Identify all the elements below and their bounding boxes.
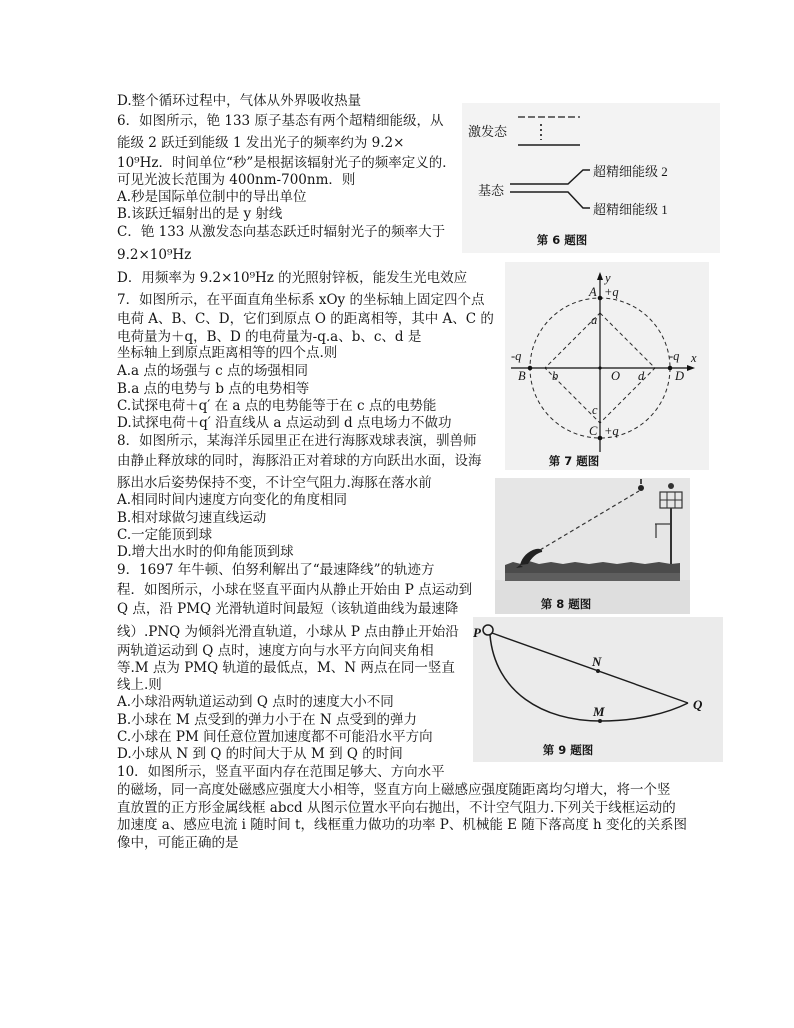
- q8-option-c: C.一定能顶到球: [117, 527, 213, 543]
- q10-stem-line: 的磁场，同一高度处磁感应强度大小相等，竖直方向上磁感应强度随距离均匀增大，将一个竖: [117, 782, 671, 798]
- q9-stem-line: 线上.则: [117, 677, 162, 693]
- charge-B-label: B: [518, 369, 526, 383]
- brachistochrone-diagram: [473, 617, 723, 762]
- ball-at-P-icon: [483, 625, 493, 635]
- q7-stem-line: 电荷量为＋q，B、D 的电荷量为-q.a、b、c、d 是: [117, 329, 422, 345]
- q9-stem-line: 9．1697 年牛顿、伯努利解出了“最速降线”的轨迹方: [117, 562, 435, 578]
- q6-option-a: A.秒是国际单位制中的导出单位: [117, 189, 307, 205]
- figure-8-dolphin: [495, 478, 690, 614]
- q8-stem-line: 8．如图所示，某海洋乐园里正在进行海豚戏球表演，驯兽师: [117, 433, 477, 449]
- point-P-label: P: [473, 625, 481, 640]
- q10-stem-line: 像中，可能正确的是: [117, 835, 239, 851]
- energy-level-diagram: [462, 103, 720, 253]
- q6-option-c: C．铯 133 从激发态向基态跃迁时辐射光子的频率大于: [117, 224, 446, 240]
- charge-point-b-left: [528, 366, 533, 371]
- charge-B-value: -q: [511, 349, 522, 363]
- q6-stem-line: 能级 2 跃迁到能级 1 发出光子的频率约为 9.2×: [117, 135, 405, 151]
- q8-option-b: B.相对球做匀速直线运动: [117, 510, 267, 526]
- ball-icon: [638, 485, 644, 491]
- point-M-label: M: [593, 704, 605, 719]
- point-c-label: c: [592, 403, 598, 417]
- q9-stem-line: 程．如图所示，小球在竖直平面内从静止开始由 P 点运动到: [117, 582, 473, 598]
- q8-stem-line: 由静止释放球的同时，海豚沿正对着球的方向跃出水面，设海: [117, 453, 482, 469]
- q9-stem-line: Q 点，沿 PMQ 光滑轨道时间最短（该轨道曲线为最速降: [117, 601, 459, 617]
- point-N-label: N: [592, 654, 602, 669]
- charge-A-value: +q: [604, 285, 619, 299]
- q7-stem-line: 7．如图所示，在平面直角坐标系 xOy 的坐标轴上固定四个点: [117, 292, 485, 308]
- q9-stem-line: 两轨道运动到 Q 点时，速度方向与水平方向间夹角相: [117, 643, 434, 659]
- point-Q-label: Q: [693, 697, 703, 712]
- charge-point-a-upper: [598, 296, 603, 301]
- q7-option-b: B.a 点的电势与 b 点的电势相等: [117, 381, 310, 397]
- figure-6-caption: 第 6 题图: [536, 233, 588, 247]
- figure-8-caption: 第 8 题图: [540, 597, 592, 611]
- figure-9-caption: 第 9 题图: [542, 743, 594, 757]
- hyperfine-level-1-label: 超精细能级 1: [593, 202, 668, 217]
- q10-stem-line: 直放置的正方形金属线框 abcd 从图示位置水平向右抛出，不计空气阻力.下列关于线框运动的: [117, 800, 676, 816]
- water-texture: [505, 573, 680, 581]
- point-b-label: b: [552, 369, 559, 383]
- y-axis-label: y: [605, 271, 611, 285]
- q8-stem-line: 豚出水后姿势保持不变，不计空气阻力.海豚在落水前: [117, 475, 432, 491]
- trainer-head-icon: [668, 483, 674, 489]
- figure-6-energy-levels: [462, 103, 720, 253]
- q5-option-d: D.整个循环过程中，气体从外界吸收热量: [117, 93, 362, 109]
- q9-stem-line: 等.M 点为 PMQ 轨道的最低点，M、N 两点在同一竖直: [117, 660, 455, 676]
- q6-option-b: B.该跃迁辐射出的是 y 射线: [117, 206, 283, 222]
- point-M: [598, 719, 602, 723]
- charge-point-c-lower: [598, 436, 603, 441]
- origin-point: [598, 366, 601, 369]
- q7-option-d: D.试探电荷＋q′ 沿直线从 a 点运动到 d 点电场力不做功: [117, 415, 452, 431]
- q9-option-d: D.小球从 N 到 Q 的时间大于从 M 到 Q 的时间: [117, 746, 403, 762]
- figure-7-caption: 第 7 题图: [548, 454, 600, 468]
- q9-option-a: A.小球沿两轨道运动到 Q 点时的速度大小不同: [117, 694, 394, 710]
- q6-option-c-continued: 9.2×10⁹Hz: [117, 247, 192, 263]
- charge-A-label: A: [589, 285, 597, 299]
- q6-option-d: D．用频率为 9.2×10⁹Hz 的光照射锌板，能发生光电效应: [117, 270, 468, 286]
- charge-point-d-right: [668, 366, 673, 371]
- dolphin-ball-scene: [495, 478, 690, 614]
- q8-option-d: D.增大出水时的仰角能顶到球: [117, 544, 294, 560]
- figure-9-brachistochrone: [473, 617, 723, 762]
- q10-stem-line: 10．如图所示，竖直平面内存在范围足够大、方向水平: [117, 764, 445, 780]
- x-axis-label: x: [691, 351, 697, 365]
- q9-option-b: B.小球在 M 点受到的弹力小于在 N 点受到的弹力: [117, 712, 418, 728]
- origin-label: O: [611, 369, 621, 383]
- excited-state-label: 激发态: [468, 124, 508, 139]
- q9-option-c: C.小球在 PM 间任意位置加速度都不可能沿水平方向: [117, 729, 433, 745]
- charge-D-label: D: [675, 369, 685, 383]
- lower-background: [495, 580, 690, 614]
- q6-stem-line: 6．如图所示，铯 133 原子基态有两个超精细能级，从: [117, 113, 444, 129]
- charge-C-value: +q: [604, 424, 619, 438]
- q8-option-a: A.相同时间内速度方向变化的角度相同: [117, 492, 348, 508]
- ground-state-label: 基态: [478, 183, 505, 198]
- q6-stem-line: 可见光波长范围为 400nm-700nm．则: [117, 172, 356, 188]
- figure-7-charges: [505, 262, 709, 470]
- q9-stem-line: 线）.PNQ 为倾斜光滑直轨道，小球从 P 点由静止开始沿: [117, 624, 459, 640]
- q7-option-c: C.试探电荷＋q′ 在 a 点的电势能等于在 c 点的电势能: [117, 398, 437, 414]
- figure-background: [473, 617, 723, 762]
- charge-C-label: C: [589, 424, 598, 438]
- q7-stem-line: 电荷 A、B、C、D，它们到原点 O 的距离相等，其中 A、C 的: [117, 311, 494, 327]
- point-a-label: a: [591, 313, 598, 327]
- q6-stem-line: 10⁹Hz．时间单位“秒”是根据该辐射光子的频率定义的．: [117, 155, 456, 171]
- point-N: [596, 669, 600, 673]
- point-d-label: d: [638, 369, 645, 383]
- charge-coordinate-diagram: [505, 262, 709, 470]
- hyperfine-level-2-label: 超精细能级 2: [593, 164, 668, 179]
- charge-D-value: -q: [669, 349, 680, 363]
- q7-option-a: A.a 点的场强与 c 点的场强相同: [117, 363, 309, 379]
- q7-stem-line: 坐标轴上到原点距离相等的四个点.则: [117, 345, 338, 361]
- q10-stem-line: 加速度 a、感应电流 i 随时间 t，线框重力做功的功率 P、机械能 E 随下落高度 h 变化的关系图: [117, 817, 688, 833]
